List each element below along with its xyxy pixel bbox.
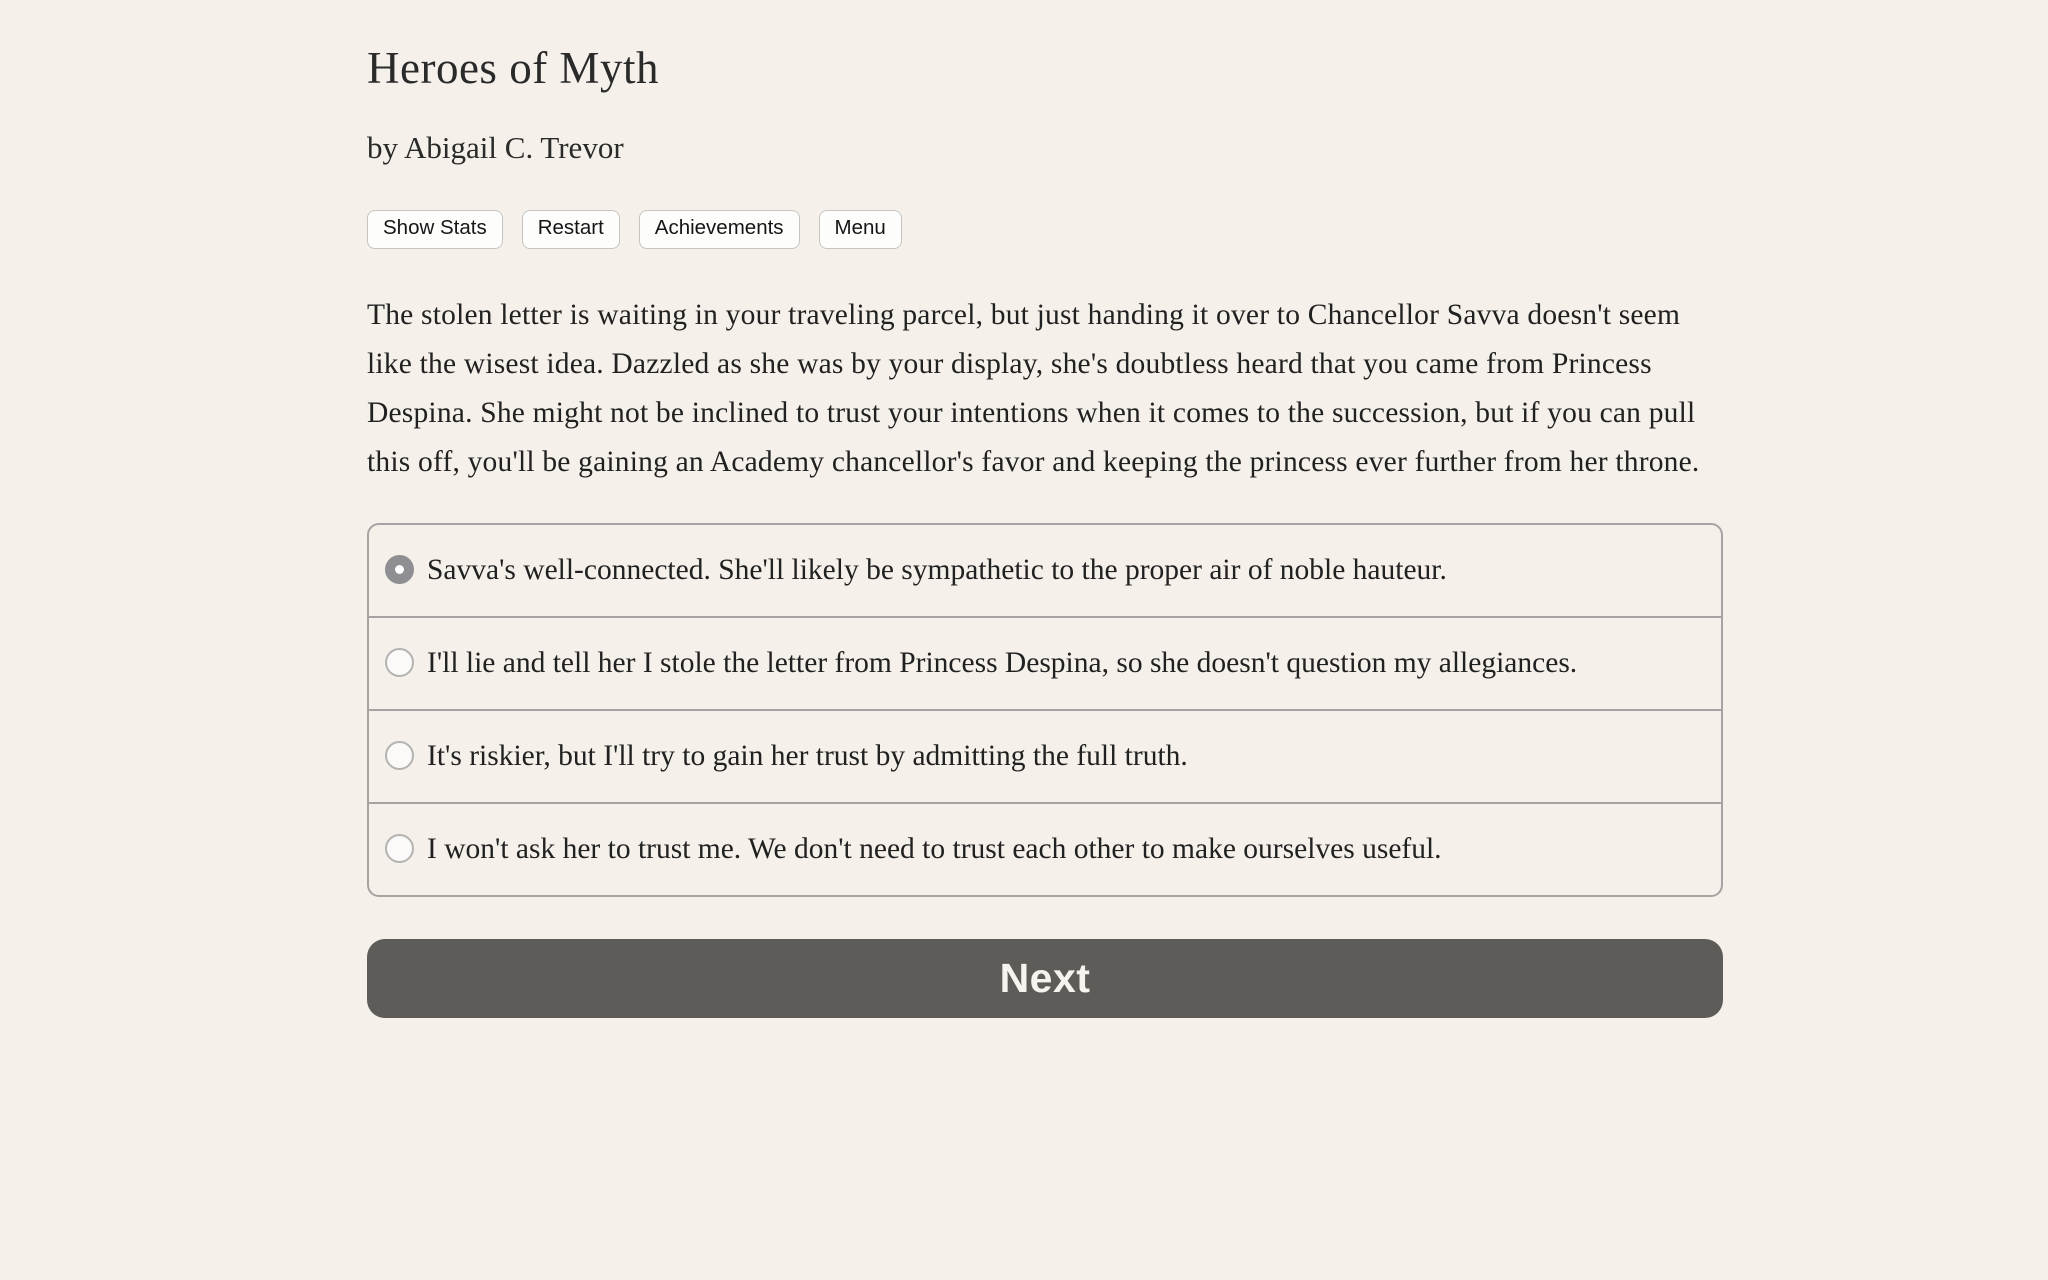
next-button[interactable]: Next: [367, 939, 1723, 1018]
choice-option-4[interactable]: [369, 802, 1721, 895]
author-byline: by Abigail C. Trevor: [367, 130, 624, 165]
achievements-button[interactable]: Achievements: [639, 210, 800, 249]
radio-button-icon[interactable]: [385, 555, 414, 584]
choice-option-label: I won't ask her to trust me. We don't need to trust each other to make ourselves useful.: [427, 832, 1442, 865]
choice-option-label: It's riskier, but I'll try to gain her trust by admitting the full truth.: [427, 739, 1188, 772]
radio-button-icon[interactable]: [385, 834, 414, 863]
restart-button[interactable]: Restart: [522, 210, 620, 249]
story-text: The stolen letter is waiting in your traveling parcel, but just handing it over to Chancellor Savva doesn't seem like the wisest idea. Dazzled as she was by your display, she's doubtless heard that you came from Princess Despina. She might not be inclined to trust your intentions when it comes to the succession, but if you can pull this off, you'll be gaining an Academy chancellor's favor and keeping the princess ever further from her throne.: [367, 298, 1700, 478]
radio-button-icon[interactable]: [385, 648, 414, 677]
page-title: Heroes of Myth: [367, 43, 659, 93]
story-page: [367, 0, 1723, 1018]
choice-group: [367, 523, 1723, 897]
choice-option-label: I'll lie and tell her I stole the letter from Princess Despina, so she doesn't question my allegiances.: [427, 646, 1578, 679]
choice-option-label: Savva's well-connected. She'll likely be sympathetic to the proper air of noble hauteur.: [427, 553, 1447, 586]
menu-button[interactable]: Menu: [819, 210, 902, 249]
show-stats-button[interactable]: Show Stats: [367, 210, 503, 249]
choice-option-3[interactable]: [369, 709, 1721, 802]
radio-button-icon[interactable]: [385, 741, 414, 770]
toolbar: [367, 210, 1723, 249]
choice-option-1[interactable]: [369, 525, 1721, 616]
choice-option-2[interactable]: [369, 616, 1721, 709]
